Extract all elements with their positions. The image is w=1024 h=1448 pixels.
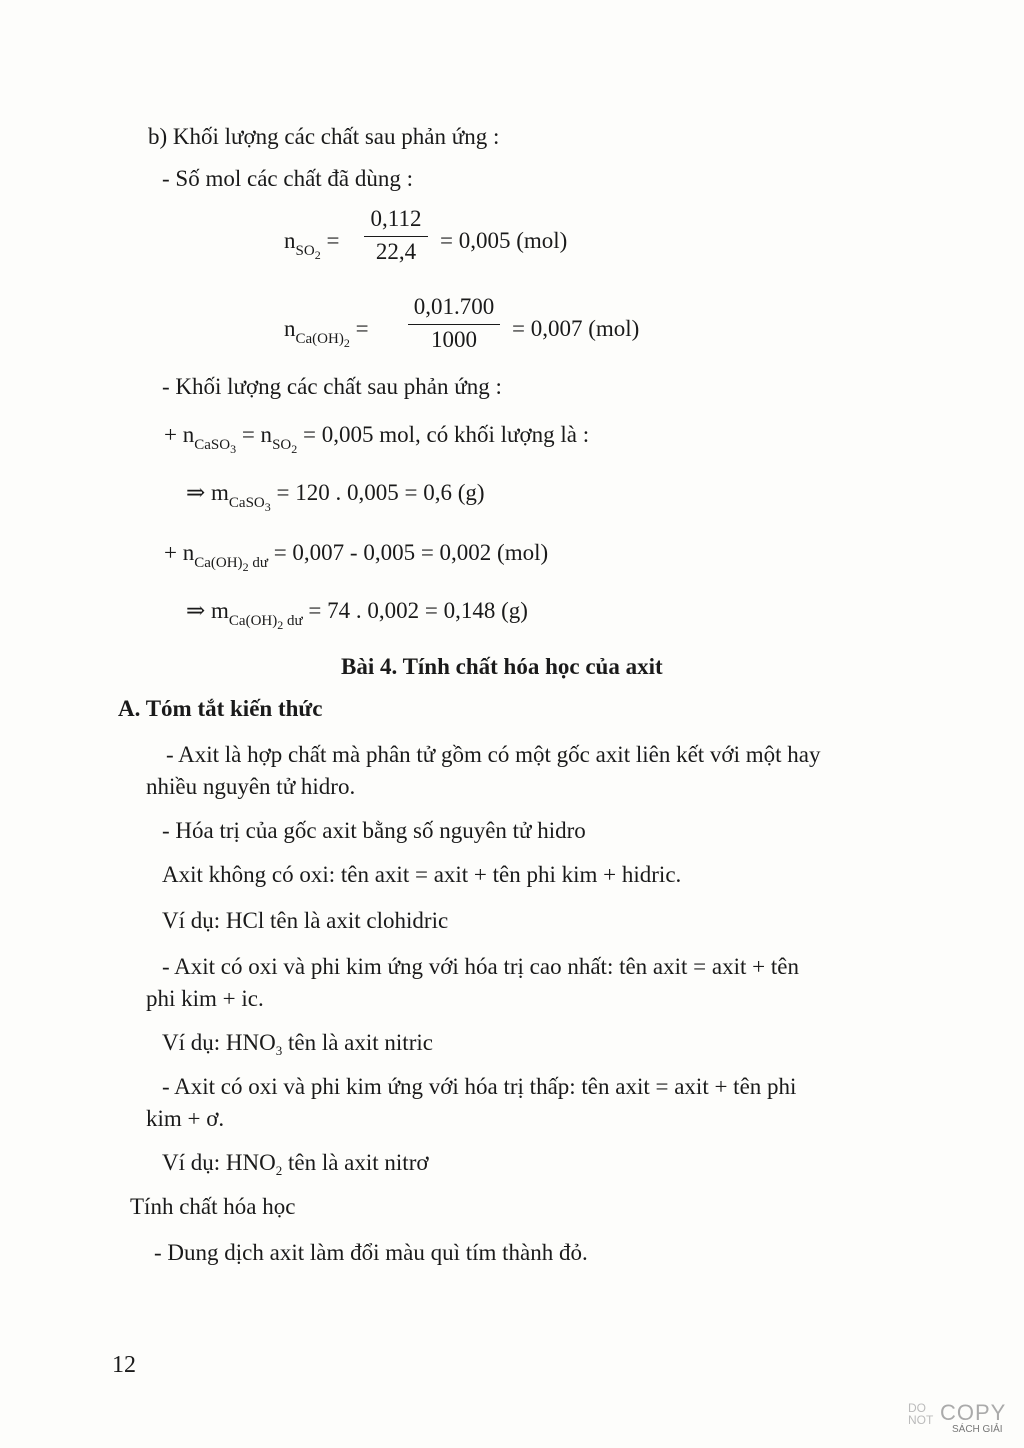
line-caso3-mass: ⇒ $m_{CaSO_3} = 120$ . 0,005 = 0,6 (g) <box>186 480 485 514</box>
para-1a: - Axit là hợp chất mà phân tử gồm có một gốc axit liên kết với một hay <box>166 742 821 767</box>
para-9: Tính chất hóa học <box>130 1194 296 1219</box>
eq1-rhs: = 0,005 (mol) <box>440 228 568 253</box>
para-10: - Dung dịch axit làm đổi màu quì tím thành đỏ. <box>154 1240 588 1265</box>
part-b-heading: b) Khối lượng các chất sau phản ứng : <box>148 124 500 149</box>
eq2-rhs: = 0,007 (mol) <box>512 316 640 341</box>
watermark-logo <box>908 1400 1008 1442</box>
para-8: Ví dụ: $HNO_2$ tên là axit nitrơ <box>162 1150 429 1178</box>
para-6: Ví dụ: $HNO_3$ tên là axit nitric <box>162 1030 433 1058</box>
lesson-title: Bài 4. Tính chất hóa học của axit <box>341 654 663 679</box>
watermark-copy: COPY <box>940 1400 1007 1425</box>
page-number: 12 <box>112 1352 136 1378</box>
watermark-brand: SÁCH GIẢI <box>952 1424 1003 1435</box>
para-1b: nhiều nguyên tử hidro. <box>146 774 356 799</box>
mol-intro: - Số mol các chất đã dùng : <box>162 166 414 191</box>
watermark-do-not: DO NOT <box>908 1401 934 1427</box>
para-7b: kim + ơ. <box>146 1106 225 1131</box>
para-7a: - Axit có oxi và phi kim ứng với hóa trị thấp: tên axit = axit + tên phi <box>162 1074 797 1099</box>
line-caso3-mol: + $n_{CaSO_3} = n_{SO_2} = 0,005$ mol, có khối lượng là : <box>164 422 590 456</box>
line-caoh2-mass: ⇒ $m_{Ca(OH)_2 dư} = 74$ . 0,002 = 0,148 (g) <box>186 598 528 632</box>
eq1-lhs: $n_{SO_2}$ = <box>284 228 340 262</box>
eq2-fraction: 0,01.700 1000 <box>408 294 500 353</box>
para-3: Axit không có oxi: tên axit = axit + tên phi kim + hidric. <box>162 862 682 887</box>
line-caoh2-mol: + $n_{Ca(OH)_2 dư} = 0,007 - 0,005 = 0,002$ (mol) <box>164 540 549 574</box>
para-4: Ví dụ: HCl tên là axit clohidric <box>162 908 449 933</box>
para-2: - Hóa trị của gốc axit bằng số nguyên tử hidro <box>162 818 586 843</box>
mass-intro: - Khối lượng các chất sau phản ứng : <box>162 374 502 399</box>
section-a-heading: A. Tóm tắt kiến thức <box>118 696 323 721</box>
eq1-fraction: 0,112 22,4 <box>364 206 428 265</box>
para-5a: - Axit có oxi và phi kim ứng với hóa trị cao nhất: tên axit = axit + tên <box>162 954 799 979</box>
eq2-lhs: $n_{Ca(OH)_2}$ = <box>284 316 369 350</box>
para-5b: phi kim + ic. <box>146 986 264 1011</box>
